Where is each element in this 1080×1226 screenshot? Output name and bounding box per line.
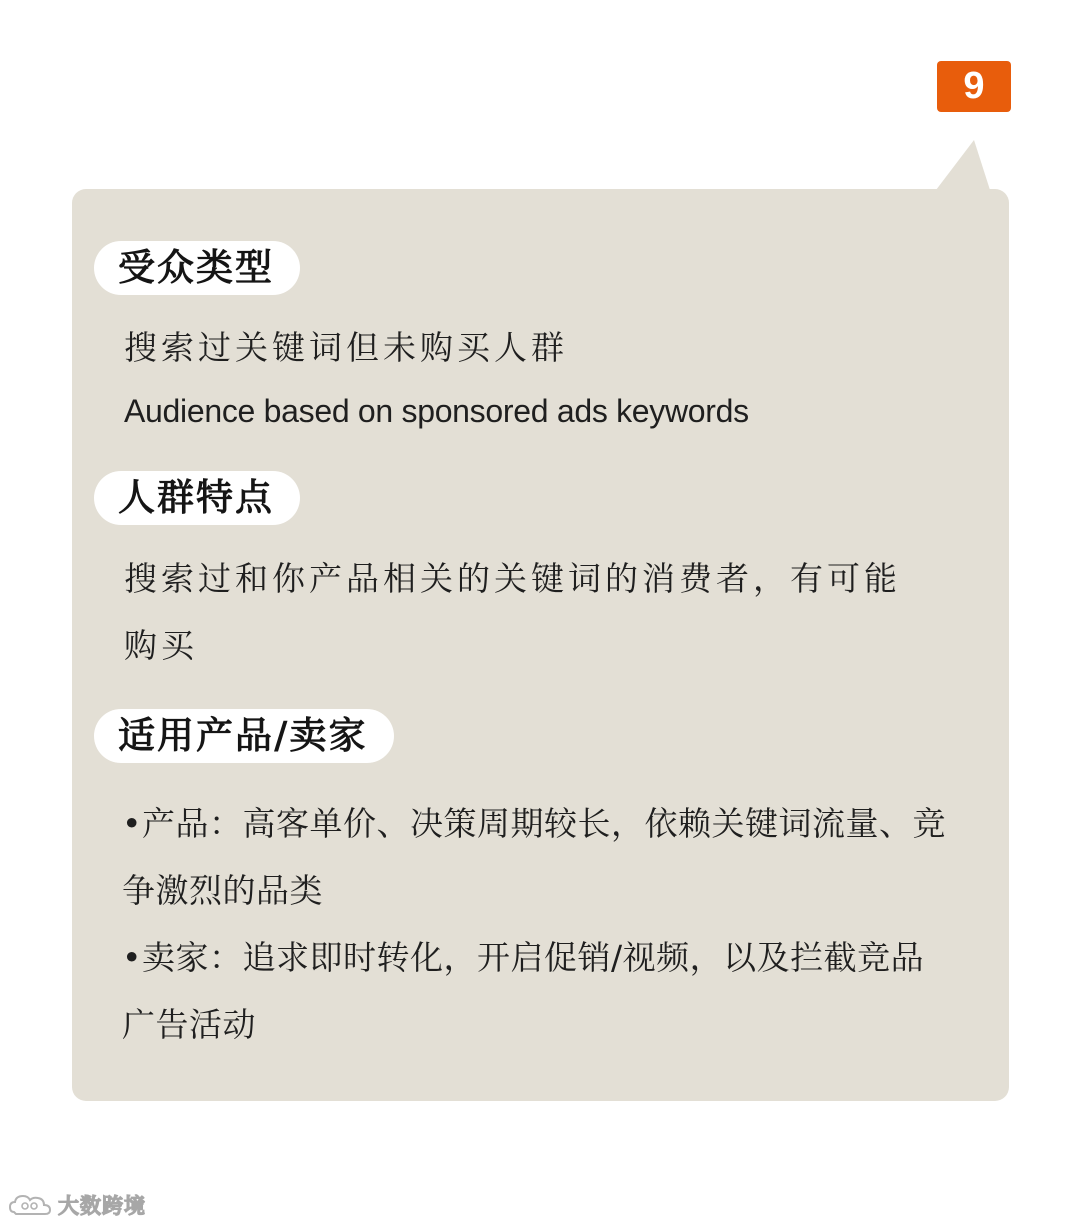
fit-item-seller-line-1: •卖家：追求即时转化，开启促销/视频，以及拦截竞品	[122, 938, 925, 977]
page-number-badge: 9	[937, 61, 1011, 112]
section-heading-traits: 人群特点	[94, 471, 300, 525]
audience-type-cn: 搜索过关键词但未购买人群	[124, 328, 568, 367]
fit-list	[122, 790, 992, 1058]
fit-item-seller-line-2: 广告活动	[122, 1005, 256, 1044]
section-heading-fit: 适用产品/卖家	[94, 709, 394, 763]
traits-paragraph	[124, 545, 984, 679]
section-heading-audience-type: 受众类型	[94, 241, 300, 295]
traits-line-2: 购买	[124, 626, 198, 665]
watermark	[8, 1190, 146, 1220]
audience-type-en: Audience based on sponsored ads keywords	[124, 393, 749, 429]
fit-item-product-line-2: 争激烈的品类	[122, 871, 323, 910]
watermark-text: 大数跨境	[58, 1194, 146, 1218]
traits-line-1: 搜索过和你产品相关的关键词的消费者，有可能	[124, 559, 901, 598]
cloud-logo-icon	[8, 1192, 52, 1218]
fit-item-product-line-1: •产品：高客单价、决策周期较长，依赖关键词流量、竞	[122, 804, 946, 843]
